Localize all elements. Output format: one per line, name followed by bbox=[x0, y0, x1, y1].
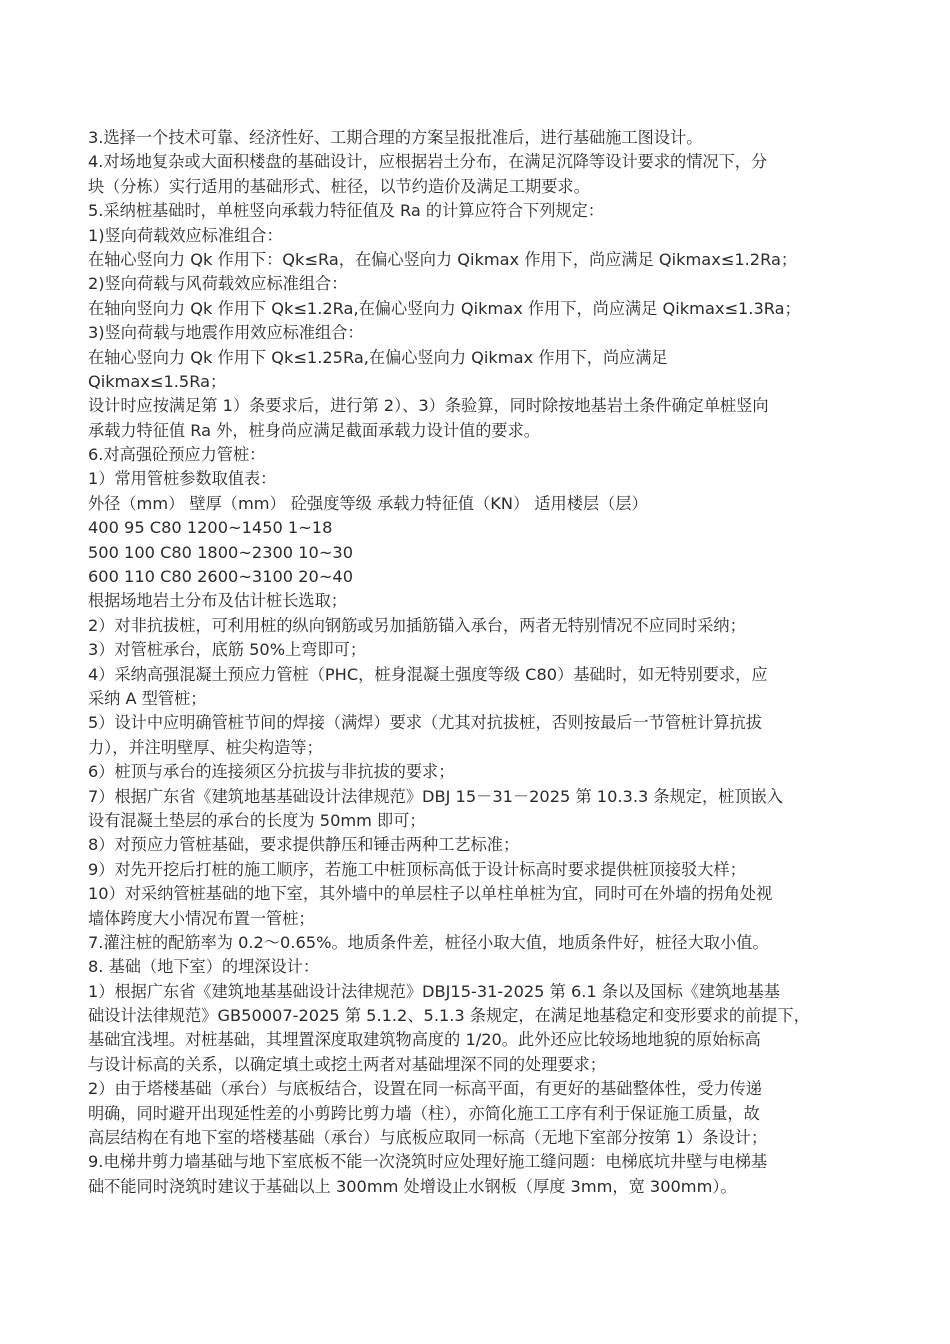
text-line: 2)竖向荷载与风荷载效应标准组合： bbox=[88, 274, 348, 294]
pile-table-row: 400 95 C80 1200~1450 1~18 bbox=[88, 518, 333, 538]
text-line: 在轴心竖向力 Qk 作用下：Qk≤Ra，在偏心竖向力 Qikmax 作用下，尚应满足 Qikmax≤1.2Ra； bbox=[88, 249, 798, 269]
pile-table-row: 500 100 C80 1800~2300 10~30 bbox=[88, 542, 353, 562]
text-line: 础设计法律规范》GB50007-2025 第 5.1.2、5.1.3 条规定，在满足地基稳定和变形要求的前提下， bbox=[88, 1006, 810, 1026]
text-line: 4）采纳高强混凝土预应力管桩（PHC，桩身混凝土强度等级 C80）基础时，如无特别要求，应 bbox=[88, 664, 768, 684]
text-line: 设有混凝土垫层的承台的长度为 50mm 即可； bbox=[88, 810, 426, 830]
text-line: 3)竖向荷载与地震作用效应标准组合： bbox=[88, 323, 364, 343]
text-line: Qikmax≤1.5Ra； bbox=[88, 371, 227, 391]
text-line: 承载力特征值 Ra 外，桩身尚应满足截面承载力设计值的要求。 bbox=[88, 420, 540, 440]
text-line: 9.电梯井剪力墙基础与地下室底板不能一次浇筑时应处理好施工缝问题：电梯底坑井壁与电梯基 bbox=[88, 1152, 768, 1172]
document-body bbox=[88, 126, 878, 1199]
pile-table-header: 外径（mm） 壁厚（mm） 砼强度等级 承载力特征值（KN） 适用楼层（层） bbox=[88, 493, 648, 513]
text-line: 力），并注明壁厚、桩尖构造等； bbox=[88, 737, 323, 757]
text-line: 4.对场地复杂或大面积楼盘的基础设计，应根据岩土分布，在满足沉降等设计要求的情况下，分 bbox=[88, 152, 768, 172]
text-line: 2）由于塔楼基础（承台）与底板结合，设置在同一标高平面，有更好的基础整体性，受力传递 bbox=[88, 1079, 762, 1099]
text-line: 础不能同时浇筑时建议于基础以上 300mm 处增设止水钢板（厚度 3mm，宽 300mm）。 bbox=[88, 1176, 737, 1196]
pile-table-row: 600 110 C80 2600~3100 20~40 bbox=[88, 567, 353, 587]
text-line: 1）常用管桩参数取值表： bbox=[88, 469, 277, 489]
text-line: 5.采纳桩基础时，单桩竖向承载力特征值及 Ra 的计算应符合下列规定： bbox=[88, 201, 604, 221]
text-line: 8. 基础（地下室）的埋深设计： bbox=[88, 957, 320, 977]
text-line: 2）对非抗拔桩，可利用桩的纵向钢筋或另加插筋锚入承台，两者无特别情况不应同时采纳； bbox=[88, 615, 746, 635]
text-line: 3.选择一个技术可靠、经济性好、工期合理的方案呈报批准后，进行基础施工图设计。 bbox=[88, 128, 703, 147]
text-line: 5）设计中应明确管桩节间的焊接（满焊）要求（尤其对抗拔桩，否则按最后一节管桩计算抗拔 bbox=[88, 713, 762, 733]
text-line: 块（分栋）实行适用的基础形式、桩径，以节约造价及满足工期要求。 bbox=[88, 176, 590, 196]
text-line: 1)竖向荷载效应标准组合： bbox=[88, 225, 283, 245]
text-line: 基础宜浅埋。对桩基础，其埋置深度取建筑物高度的 1/20。此外还应比较场地地貌的原始标高 bbox=[88, 1030, 761, 1050]
text-line: 8）对预应力管桩基础，要求提供静压和锤击两种工艺标准； bbox=[88, 835, 520, 855]
text-line: 高层结构在有地下室的塔楼基础（承台）与底板应取同一标高（无地下室部分按第 1）条设计； bbox=[88, 1128, 768, 1148]
text-line: 采纳 A 型管桩； bbox=[88, 688, 207, 708]
text-line: 明确，同时避开出现延性差的小剪跨比剪力墙（柱），亦简化施工工序有利于保证施工质量，故 bbox=[88, 1103, 760, 1123]
text-line: 在轴向竖向力 Qk 作用下 Qk≤1.2Ra,在偏心竖向力 Qikmax 作用下，尚应满足 Qikmax≤1.3Ra； bbox=[88, 298, 801, 318]
text-line: 3）对管桩承台，底筋 50%上弯即可； bbox=[88, 640, 367, 660]
text-line: 10）对采纳管桩基础的地下室，其外墙中的单层柱子以单柱单桩为宜，同时可在外墙的拐角处视 bbox=[88, 884, 773, 904]
text-line: 6.对高强砼预应力管桩： bbox=[88, 445, 266, 465]
text-line: 与设计标高的关系，以确定填土或挖土两者对基础埋深不同的处理要求； bbox=[88, 1054, 606, 1074]
text-line: 设计时应按满足第 1）条要求后，进行第 2）、3）条验算，同时除按地基岩土条件确定单桩竖向 bbox=[88, 396, 769, 416]
text-line: 墙体跨度大小情况布置一管桩； bbox=[88, 908, 315, 928]
text-line: 在轴心竖向力 Qk 作用下 Qk≤1.25Ra,在偏心竖向力 Qikmax 作用下，尚应满足 bbox=[88, 347, 668, 367]
text-line: 1）根据广东省《建筑地基基础设计法律规范》DBJ15-31-2025 第 6.1 条以及国标《建筑地基基 bbox=[88, 981, 780, 1001]
text-line: 根据场地岩土分布及估计桩长选取； bbox=[88, 591, 347, 611]
text-line: 6）桩顶与承台的连接须区分抗拔与非抗拔的要求； bbox=[88, 762, 455, 782]
text-line: 7）根据广东省《建筑地基基础设计法律规范》DBJ 15－31－2025 第 10.3.3 条规定，桩顶嵌入 bbox=[88, 786, 783, 806]
text-line: 7.灌注桩的配筋率为 0.2～0.65%。地质条件差，桩径小取大值，地质条件好，桩径大取小值。 bbox=[88, 932, 769, 952]
text-line: 9）对先开挖后打桩的施工顺序，若施工中桩顶标高低于设计标高时要求提供桩顶接驳大样； bbox=[88, 859, 746, 879]
